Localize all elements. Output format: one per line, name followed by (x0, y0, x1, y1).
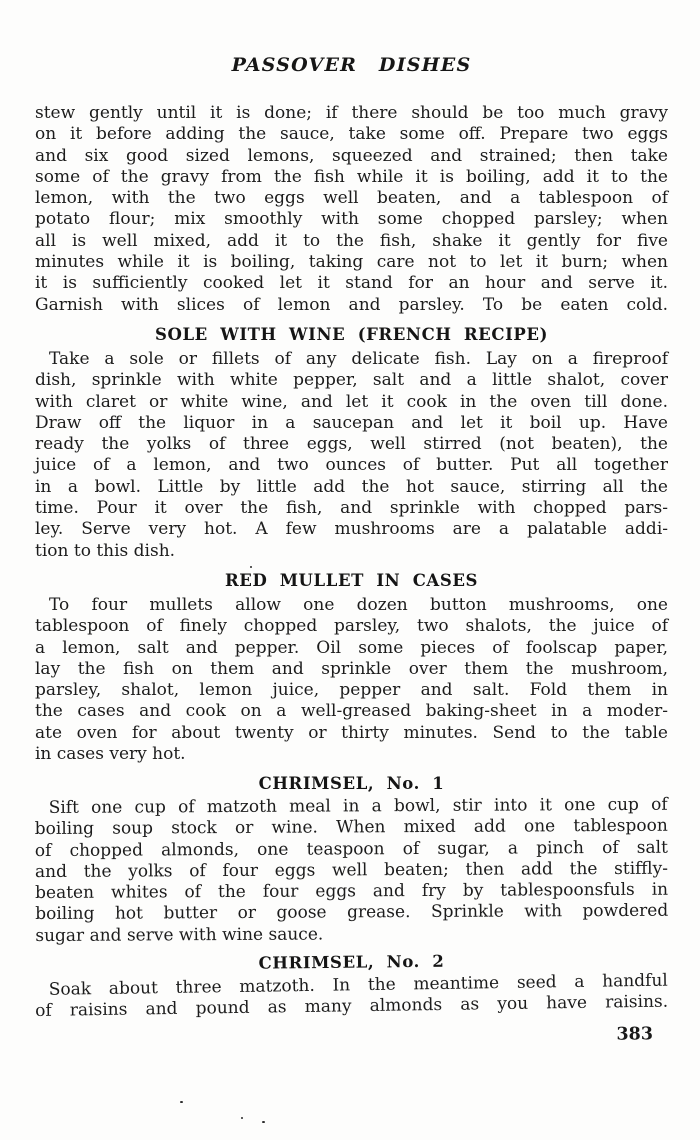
text-line: with claret or white wine, and let it cook in the oven till done. (35, 391, 668, 412)
running-header: PASSOVER DISHES (231, 54, 472, 76)
text-line: and six good sized lemons, squeezed and strained; then take (35, 145, 668, 166)
text-line: of chopped almonds, one teaspoon of sugar, a pinch of salt (34, 837, 668, 861)
text-line: of raisins and pound as many almonds as you have raisins. (35, 992, 669, 1022)
chrimsel-2-heading: CHRIMSEL, No. 2 (258, 952, 445, 974)
text-line: parsley, shalot, lemon juice, pepper and salt. Fold them in (35, 680, 668, 701)
text-line: Sift one cup of matzoth meal in a bowl, stir into it one cup of (48, 794, 668, 819)
text-line: a lemon, salt and pepper. Oil some pieces of foolscap paper, (35, 637, 668, 658)
text-line: boiling hot butter or goose grease. Sprinkle with powdered (35, 901, 669, 925)
chrimsel-2-body (35, 971, 669, 1023)
chrimsel-1-heading: CHRIMSEL, No. 1 (258, 774, 445, 794)
red-mullet-body (35, 595, 668, 765)
text-line: all is well mixed, add it to the fish, shake it gently for five (35, 230, 668, 251)
page-number: 383 (616, 1024, 654, 1045)
text-line: boiling soup stock or wine. When mixed add one tablespoon (34, 816, 668, 840)
text-line: Soak about three matzoth. In the meantime seed a handful (48, 971, 668, 1001)
text-line: sugar and serve with wine sauce. (35, 924, 324, 947)
text-line: some of the gravy from the fish while it is boiling, add it to the (35, 166, 668, 187)
text-line: on it before adding the sauce, take some off. Prepare two eggs (35, 124, 668, 145)
text-line: the cases and cook on a well-greased baking-sheet in a moder- (35, 701, 668, 722)
text-line: To four mullets allow one dozen button mushrooms, one (49, 594, 668, 615)
text-line: beaten whites of the four eggs and fry by tablespoonsfuls in (35, 880, 669, 904)
sole-with-wine-heading: SOLE WITH WINE (FRENCH RECIPE) (154, 324, 548, 344)
text-line: ready the yolks of three eggs, well stirred (not beaten), the (35, 434, 668, 455)
chrimsel-1-body (35, 795, 669, 947)
text-line: potato flour; mix smoothly with some chopped parsley; when (35, 209, 668, 230)
text-line: lemon, with the two eggs well beaten, and a tablespoon of (35, 188, 668, 209)
text-line: minutes while it is boiling, taking care not to let it burn; when (35, 252, 668, 273)
page-content (35, 103, 668, 1023)
stewed-fish-continuation (35, 103, 668, 316)
red-mullet-heading: RED MULLET IN CASES (224, 570, 479, 590)
text-line: tablespoon of finely chopped parsley, two shalots, the juice of (35, 616, 668, 637)
text-line: stew gently until it is done; if there should be too much gravy (35, 103, 668, 123)
text-line: time. Pour it over the fish, and sprinkle with chopped pars- (35, 498, 668, 519)
text-line: lay the fish on them and sprinkle over them the mushroom, (35, 658, 668, 679)
text-line: juice of a lemon, and two ounces of butter. Put all together (35, 455, 668, 476)
text-line: in cases very hot. (35, 744, 186, 765)
scan-speck (262, 1121, 265, 1123)
text-line: it is sufficiently cooked let it stand for an hour and serve it. (35, 273, 668, 294)
text-line: and the yolks of four eggs well beaten; then add the stiffly- (34, 858, 669, 883)
scan-speck (250, 566, 252, 568)
text-line: Draw off the liquor in a saucepan and let it boil up. Have (35, 412, 668, 433)
scan-speck (180, 1101, 183, 1103)
text-line: Garnish with slices of lemon and parsley. To be eaten cold. (35, 294, 668, 315)
text-line: tion to this dish. (35, 540, 176, 561)
text-line: ley. Serve very hot. A few mushrooms are a palatable addi- (35, 519, 668, 540)
sole-with-wine-body (35, 349, 668, 562)
page-content-column (35, 0, 668, 1047)
scan-speck (241, 1117, 243, 1119)
text-line: in a bowl. Little by little add the hot sauce, stirring all the (35, 476, 668, 497)
text-line: ate oven for about twenty or thirty minutes. Send to the table (35, 722, 668, 743)
text-line: Take a sole or fillets of any delicate fish. Lay on a fireproof (49, 348, 668, 369)
text-line: dish, sprinkle with white pepper, salt and a little shalot, cover (35, 370, 668, 391)
